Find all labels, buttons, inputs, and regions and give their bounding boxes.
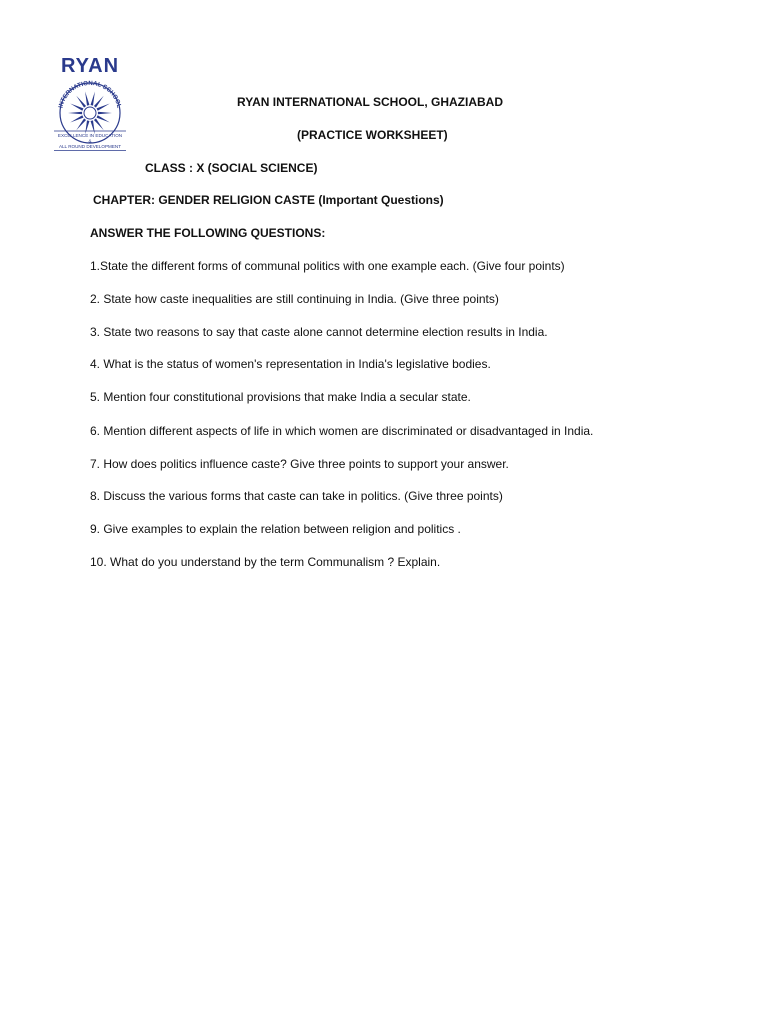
logo-ray bbox=[85, 92, 89, 106]
logo-ray bbox=[70, 103, 83, 110]
logo-ray bbox=[76, 118, 86, 130]
svg-text:&: & bbox=[88, 138, 92, 144]
logo-ray bbox=[98, 112, 112, 115]
logo-ray bbox=[76, 96, 86, 108]
worksheet-title: (PRACTICE WORKSHEET) bbox=[297, 128, 448, 142]
logo-arc-text: INTERNATIONAL SCHOOL bbox=[57, 79, 123, 109]
logo-ray bbox=[91, 92, 95, 106]
logo-ray bbox=[94, 96, 104, 108]
logo-ray bbox=[97, 103, 110, 110]
question-8: 8. Discuss the various forms that caste can take in politics. (Give three points) bbox=[90, 489, 503, 503]
question-6: 6. Mention different aspects of life in which women are discriminated or disadvantaged in India. bbox=[90, 424, 594, 438]
question-5: 5. Mention four constitutional provisions that make India a secular state. bbox=[90, 390, 471, 404]
question-10: 10. What do you understand by the term Communalism ? Explain. bbox=[90, 555, 441, 569]
question-4: 4. What is the status of women's representation in India's legislative bodies. bbox=[90, 357, 491, 371]
school-title: RYAN INTERNATIONAL SCHOOL, GHAZIABAD bbox=[237, 95, 504, 109]
question-9: 9. Give examples to explain the relation between religion and politics . bbox=[90, 522, 461, 536]
logo-ray bbox=[97, 115, 110, 122]
school-logo bbox=[50, 54, 130, 150]
question-1: 1.State the different forms of communal politics with one example each. (Give four points) bbox=[90, 259, 565, 273]
svg-text:ALL ROUND DEVELOPMENT: ALL ROUND DEVELOPMENT bbox=[58, 144, 122, 149]
question-2: 2. State how caste inequalities are still continuing in India. (Give three points) bbox=[90, 292, 499, 306]
logo-ray bbox=[94, 118, 104, 130]
logo-wordmark: RYAN bbox=[60, 55, 120, 77]
instruction-heading: ANSWER THE FOLLOWING QUESTIONS: bbox=[90, 226, 326, 240]
class-heading: CLASS : X (SOCIAL SCIENCE) bbox=[145, 161, 318, 175]
question-7: 7. How does politics influence caste? Give three points to support your answer. bbox=[90, 457, 509, 471]
logo-tagline bbox=[50, 130, 130, 152]
logo-ray bbox=[70, 115, 83, 122]
question-3: 3. State two reasons to say that caste alone cannot determine election results in India. bbox=[90, 325, 548, 339]
logo-ray bbox=[68, 112, 82, 115]
svg-text:EXCELLENCE IN EDUCATION: EXCELLENCE IN EDUCATION bbox=[57, 133, 123, 138]
chapter-heading: CHAPTER: GENDER RELIGION CASTE (Important Questions) bbox=[93, 193, 444, 207]
